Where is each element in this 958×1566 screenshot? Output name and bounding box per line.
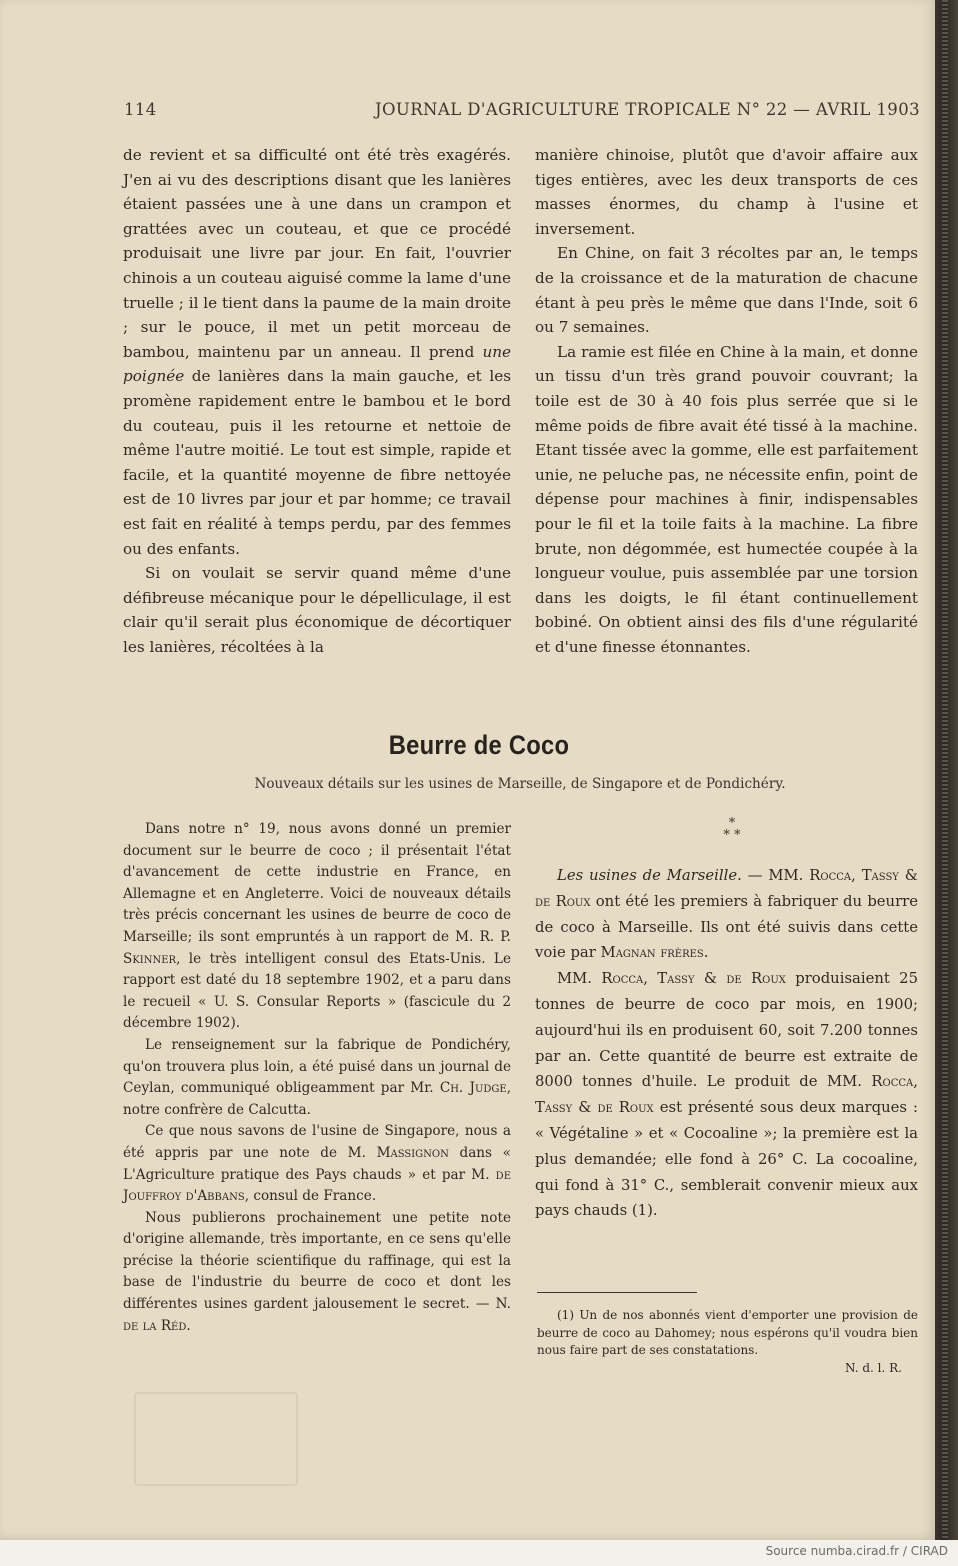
text-run: produisaient 25 tonnes de beurre de coco par mois, en 1900; aujourd'hui ils en produisent 60, soit 7.200 tonnes par an. Cette quantité de beurre est extraite de 8000 tonnes d'huile. Le produit de MM.	[535, 970, 918, 1091]
text-run: de revient et sa difficulté ont été très exagérés. J'en ai vu des descriptions disant que les lanières étaient passées une à une dans un crampon et grattées avec un couteau, et que ce procédé produisait une livre par jour. En fait, l'ouvrier chinois a un couteau aiguisé comme la lame d'une truelle ; il le tient dans la paume de la main droite ; sur le pouce, il met un petit morceau de bambou, maintenu par un anneau. Il prend	[123, 146, 511, 361]
italic-text: une poignée	[123, 342, 511, 386]
section-heading-italic: Les usines de Marseille.	[557, 867, 742, 884]
text-run: MM.	[557, 970, 593, 988]
article-subtitle: Nouveaux détails sur les usines de Marseille, de Singapore et de Pondichéry.	[254, 776, 786, 792]
text-run: , consul de France.	[244, 1188, 377, 1205]
paragraph: Les usines de Marseille. — MM. Rocca, Tassy & de Roux ont été les premiers à fabriquer du beurre de coco à Marseille. Ils ont été suivis dans cette voie par Magnan frères.	[535, 867, 918, 962]
name-small-caps: de Jouffroy d'Abbans	[123, 1166, 511, 1205]
asterism: * * *	[723, 816, 741, 843]
name-small-caps: Tassy	[535, 1099, 573, 1117]
paragraph: manière chinoise, plutôt que d'avoir affaire aux tiges entières, avec les deux transports de ces masses énormes, du champ à l'usine et inversement.	[535, 146, 918, 238]
paragraph	[123, 819, 511, 1035]
text-run: dans « L'Agriculture pratique des Pays chauds » et par M.	[123, 1144, 511, 1183]
left-column-top	[123, 143, 511, 659]
name-small-caps: Rocca	[871, 1073, 914, 1091]
text-run: Ce que nous savons de l'usine de Singapore, nous a été appris par une note de M.	[123, 1123, 511, 1161]
text-run: Le renseignement sur la fabrique de Pondichéry, qu'on trouvera plus loin, a été puisé dans un journal de Ceylan, communiqué obligeamment par Mr.	[123, 1036, 511, 1097]
journal-title: JOURNAL D'AGRICULTURE TROPICALE N° 22 — AVRIL 1903	[374, 100, 920, 119]
footnote-rule	[537, 1292, 697, 1293]
right-column-top	[535, 143, 918, 659]
ampersand: &	[578, 1099, 592, 1117]
text-run: , le très intelligent consul des Etats-Unis. Le rapport est daté du 18 septembre 1902, et a paru dans le recueil « U. S. Consular Reports » (fascicule du 2 décembre 1902).	[123, 950, 511, 1032]
text-run: — MM.	[747, 867, 804, 884]
paragraph	[123, 1208, 511, 1338]
footnote-text: (1) Un de nos abonnés vient d'emporter une provision de beurre de coco au Dahomey; nous espérons qu'il voudra bien nous faire part de ses constatations.	[537, 1308, 918, 1357]
name-small-caps: Rocca	[809, 867, 852, 884]
footnote	[537, 1307, 918, 1377]
page-edge-stripes	[942, 0, 948, 1540]
article-title: Beurre de Coco	[388, 730, 570, 760]
name-small-caps: de Roux	[597, 1099, 654, 1117]
paragraph	[123, 1121, 511, 1207]
right-column-bottom	[535, 863, 918, 1224]
source-credit: Source numba.cirad.fr / CIRAD	[765, 1544, 948, 1558]
ampersand: &	[904, 867, 918, 884]
ampersand: &	[703, 970, 718, 988]
paragraph: En Chine, on fait 3 récoltes par an, le temps de la croissance et de la maturation de chacune étant à peu près le même que dans l'Inde, soit 6 ou 7 semaines.	[535, 244, 918, 337]
page-number: 114	[124, 100, 157, 119]
text-run: de lanières dans la main gauche, et les promène rapidement entre le bambou et le bord du couteau, puis il les retourne et nettoie de même l'autre moitié. Le tout est simple, rapide et facile, et la quantité moyenne de fibre nettoyée est de 10 livres par jour et par homme; ce travail est fait en réalité à temps perdu, par des femmes ou des enfants.	[123, 367, 511, 558]
paragraph: Si on voulait se servir quand même d'une défibreuse mécanique pour le dépelliculage, il est clair qu'il serait plus économique de décortiquer les lanières, récoltées à la	[123, 564, 511, 656]
name-small-caps: Ch. Judge	[439, 1080, 507, 1097]
footnote-signature: N. d. l. R.	[845, 1360, 902, 1375]
name-small-caps: Magnan frères	[600, 944, 704, 962]
faded-library-stamp	[134, 1392, 298, 1486]
text-run: Nous publierons prochainement une petite note d'origine allemande, très importante, en ce sens qu'elle précise la théorie scientifique du raffinage, qui est la base de l'industrie du beurre de coco et dont les différentes usines gardent jalousement le secret. —	[123, 1209, 511, 1313]
name-small-caps: Skinner	[123, 950, 177, 967]
name-small-caps: Tassy	[657, 970, 695, 988]
paragraph: La ramie est filée en Chine à la main, et donne un tissu d'un très grand pouvoir couvrant; la toile est de 30 à 40 fois plus serrée que si le même poids de fibre avait été tissé à la machine. Etant tissée avec la gomme, elle est parfaitement unie, ne peluche pas, ne nécessite enfin, point de dépense pour machines à finir, indispensables pour le fil et la toile faits à la machine. La fibre brute, non dégommée, est humectée coupée à la longueur voulue, puis assemblée par une torsion dans les doigts, le fil étant continuellement bobiné. On obtient ainsi des fils d'une régularité et d'une finesse étonnantes.	[535, 342, 918, 656]
left-column-bottom	[123, 819, 511, 1337]
name-small-caps: Rocca	[601, 970, 644, 988]
paragraph: MM. Rocca, Tassy & de Roux produisaient 25 tonnes de beurre de coco par mois, en 1900; aujourd'hui ils en produisent 60, soit 7.200 tonnes par an. Cette quantité de beurre est extraite de 8000 tonnes d'huile. Le produit de MM. Rocca, Tassy & de Roux est présenté sous deux marques : « Végétaline » et « Cocoaline »; la première est la plus demandée; elle fond à 26° C. La cocoaline, qui fond à 31° C., semblerait convenir mieux aux pays chauds (1).	[535, 970, 918, 1220]
text-run: ont été les premiers à fabriquer du beurre de coco à Marseille. Ils ont été suivis dans cette voie par	[535, 892, 918, 962]
editor-signature: N. de la Réd.	[123, 1296, 511, 1334]
name-small-caps: de Roux	[726, 970, 786, 988]
text-run: est présenté sous deux marques : « Végétaline » et « Cocoaline »; la première est la plus demandée; elle fond à 26° C. La cocoaline, qui fond à 31° C., semblerait convenir mieux aux pays chauds (1).	[535, 1099, 918, 1220]
text-run: , notre confrère de Calcutta.	[123, 1080, 512, 1118]
paragraph	[123, 1035, 511, 1121]
text-run: Dans notre n° 19, nous avons donné un premier document sur le beurre de coco ; il présentait l'état d'avancement de cette industrie en France, en Allemagne et en Angleterre. Voici de nouveaux détails très précis concernant les usines de beurre de coco de Marseille; ils sont empruntés à un rapport de M. R. P.	[123, 821, 511, 945]
name-small-caps: Tassy	[861, 867, 899, 884]
name-small-caps: Massignon	[376, 1144, 449, 1161]
name-small-caps: de Roux	[535, 892, 591, 910]
paragraph	[123, 143, 511, 561]
